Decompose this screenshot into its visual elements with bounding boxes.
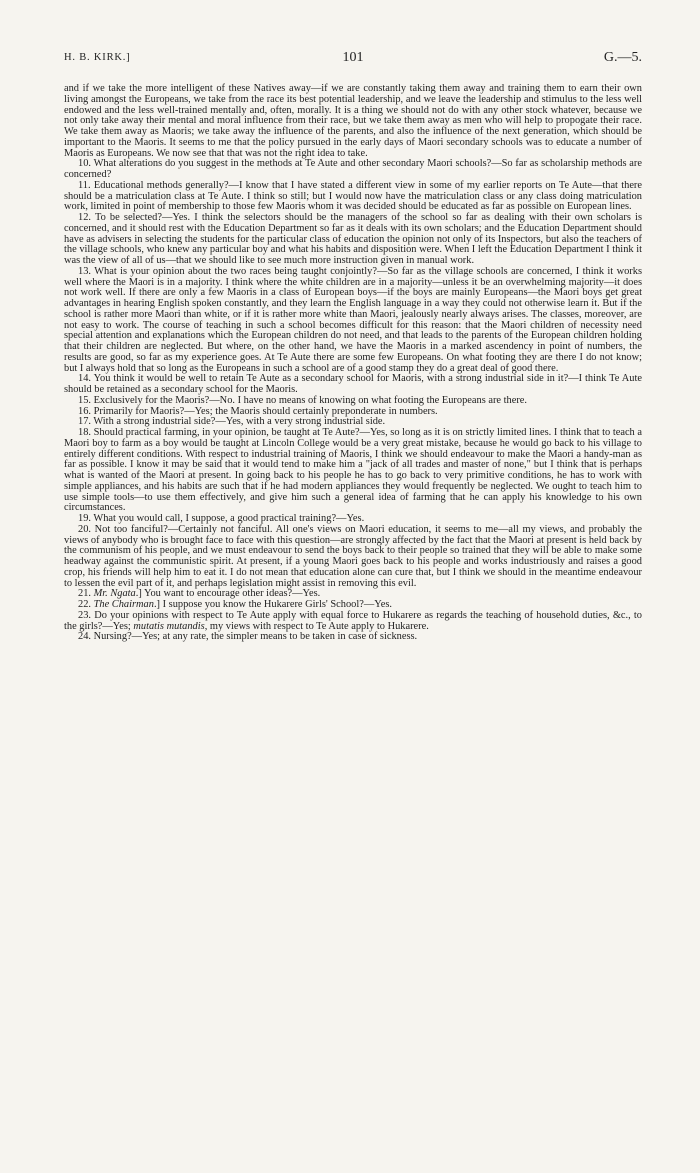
paragraph-q20: 20. Not too fanciful?—Certainly not fanciful. All one's views on Maori education, it seems to me—all my views, and probably the views of anybody who is brought face to face with this question—are strongly affected by the fact that the Maori at present is held back by the communism of his people, and we must endeavour to send the boys back to their people so trained that they will be able to make some headway against the communistic spirit. At present, if a young Maori goes back to his people and works industriously and raises a good crop, his friends will help him to eat it. I do not mean that education alone can cure that, but I think we should in the meantime endeavour to lessen the evil part of it, and perhaps legislation might assist in removing this evil.: [64, 523, 642, 589]
paragraph-q19: 19. What you would call, I suppose, a good practical training?—Yes.: [78, 513, 365, 524]
paragraph-q13: 13. What is your opinion about the two races being taught conjointly?—So far as the village schools are concerned, I think it works well where the Maori is in a majority. I think where the white children are in a majority—unless it be an overwhelming majority—it does not work well. If there are only a few Maoris in a class of European boys—if the boys are mainly Europeans—the Maori boys get great advantages in hearing English spoken constantly, and they learn the English language in a way they could not otherwise learn it. But if the school is rather more Maori than white, or if it is rather more white than Maori, jealously nearly always arises. The classes, moreover, are not easy to work. The course of teaching in such a school becomes difficult for this reason: that the Maori children of necessity need special attention and explanations which the European children do not need, and that leads to the parents of the European children holding that their children are neglected. But where, on the other hand, we have the Maoris in a marked ascendency in point of numbers, the results are good, so far as my experience goes. At Te Aute there are some few Europeans. On what footing they are there I do not know; but I always hold that so long as the Europeans in such a school are of a good stamp they do a great deal of good there.: [64, 265, 642, 374]
paragraph-q10: 10. What alterations do you suggest in the methods at Te Aute and other secondary Maori schools?—So far as scholarship methods are concerned?: [64, 158, 642, 180]
paragraph-q23: 23. Do your opinions with respect to Te Aute apply with equal force to Hukarere as regards the teaching of household duties, &c., to the girls?—Yes; mutatis mutandis, my views with respect to Te Aute apply to Hukarere.: [64, 609, 642, 632]
header-code: G.—5.: [603, 50, 642, 65]
paragraph-q14: 14. You think it would be well to retain Te Aute as a secondary school for Maoris, with a strong industrial side in it?—I think Te Aute should be retained as a secondary school for the Maoris.: [64, 373, 642, 395]
paragraph-q11: 11. Educational methods generally?—I know that I have stated a different view in some of my earlier reports on Te Aute—that there should be a matriculation class at Te Aute. I think so still; but I would now have the matriculation class or any class doing matriculation work, limited in point of membership to those few Maoris whom it was decided should be educated as far as possible on European lines.: [64, 179, 642, 213]
page-header: [64, 50, 642, 70]
paragraph-q21: 21. Mr. Ngata.] You want to encourage other ideas?—Yes.: [78, 588, 321, 600]
header-page-number: 101: [342, 50, 364, 65]
paragraph-q17: 17. With a strong industrial side?—Yes, with a very strong industrial side.: [78, 416, 386, 428]
paragraph-q12: 12. To be selected?—Yes. I think the selectors should be the managers of the school so far as dealing with their own scholars is concerned, and it should rest with the Education Department so far as it deals with its own scholars; and the Education Department should have as advisers in selecting the students for the particular class of education the opinion not only of its Inspectors, but also the teachers of the village schools, who knew any particular boy and what his habits and disposition were. When I left the Education Department I think it was the view of all of us—that we should like to see much more instruction given in manual work.: [64, 212, 642, 266]
paragraph-q18: 18. Should practical farming, in your opinion, be taught at Te Aute?—Yes, so long as it is on strictly limited lines. I think that to teach a Maori boy to farm as a boy would be taught at Lincoln College would be a very great mistake, because he would go back to his village to entirely different conditions. With respect to industrial training of Maoris, I think we should endeavour to make the Maori a handy-man as far as possible. I know it may be said that it would tend to make him a "jack of all trades and master of none," but I think that is perhaps what is wanted of the Maori at present. In going back to his people he has to go back to very primitive conditions, he has to work with simple appliances, and his habits are such that if he had modern appliances they would frequently be neglected. We ought to teach him to use simple tools—to use them effectively, and give him such a general idea of farming that he can apply his knowledge to his own circumstances.: [64, 427, 642, 514]
page-body: [64, 84, 642, 643]
paragraph-q22: 22. The Chairman.] I suppose you know the Hukarere Girls' School?—Yes.: [78, 599, 392, 610]
header-author: H. B. KIRK.]: [64, 52, 131, 63]
paragraph-q16: 16. Primarily for Maoris?—Yes; the Maoris should certainly preponderate in numbers.: [78, 405, 438, 417]
paragraph-q24: 24. Nursing?—Yes; at any rate, the simpler means to be taken in case of sickness.: [78, 631, 418, 643]
paragraph-q15: 15. Exclusively for the Maoris?—No. I have no means of knowing on what footing the Europeans are there.: [78, 394, 527, 406]
paragraph-continuation: and if we take the more intelligent of these Natives away—if we are constantly taking them away and training them to earn their own living amongst the Europeans, we take from the race its best potential leadership, and we leave the leadership and stimulus to the less well endowed and the less well-trained mentally and, often, morally. It is a thing we should not do with any other stock whatever, because we not only take away their mental and moral influence from their race, but we take them away as men who will help to propogate their race. We take them away as Maoris; we take away the influence of the parents, and also the influence of the next generation, which should be important to the Maoris. It seems to me that the policy pursued in the early days of Maori secondary schools was to educate a number of Maoris as Europeans. We now see that that was not the right idea to take.: [64, 83, 642, 159]
